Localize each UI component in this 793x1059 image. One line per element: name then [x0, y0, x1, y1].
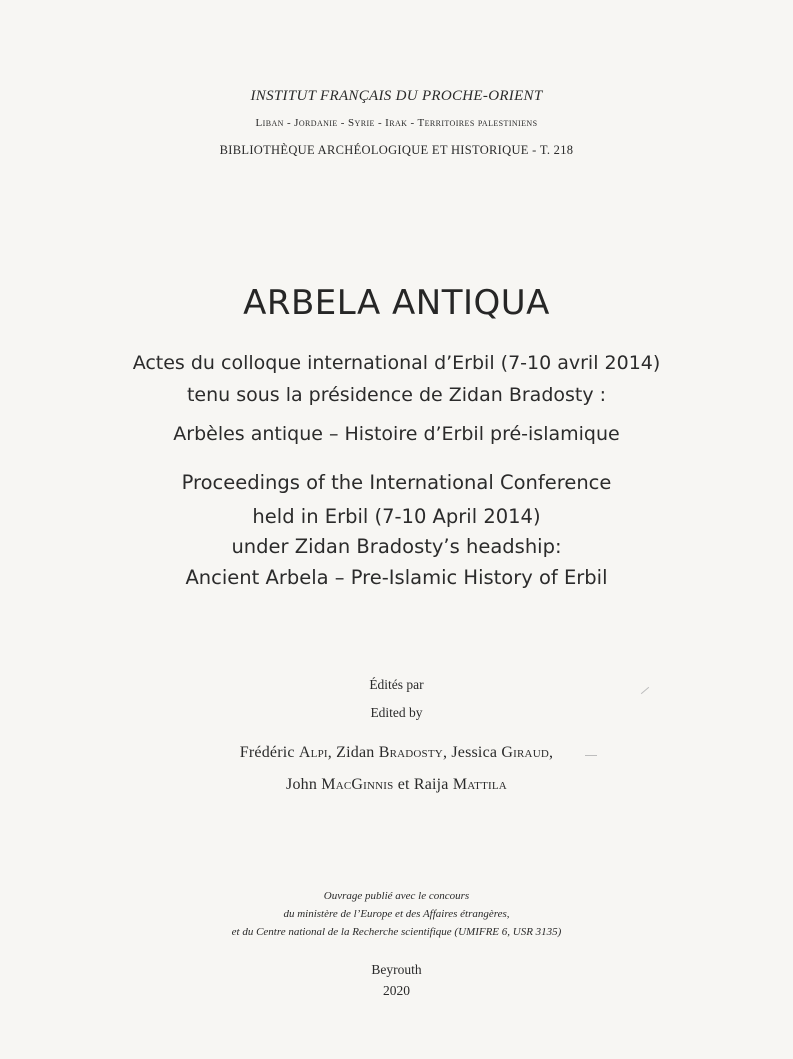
subtitle-fr-line-2: tenu sous la présidence de Zidan Bradosty :: [186, 384, 607, 406]
book-title: ARBELA ANTIQUA: [243, 283, 550, 323]
edited-by-en: Edited by: [370, 705, 423, 720]
editor-last-name: Giraud: [501, 744, 549, 761]
subtitle-en-line-1: Proceedings of the International Conference: [181, 471, 612, 494]
subtitle-en-line-4: Ancient Arbela – Pre-Islamic History of Erbil: [185, 566, 608, 589]
support-note-line-1: Ouvrage publié avec le concours: [323, 890, 470, 902]
editor-first-name: Jessica: [451, 744, 498, 761]
institute-name: INSTITUT FRANÇAIS DU PROCHE-ORIENT: [250, 88, 543, 104]
editor-first-name: John: [286, 776, 318, 793]
imprint-city: Beyrouth: [371, 962, 422, 977]
separator: ,: [442, 744, 448, 761]
imprint-year: 2020: [383, 983, 410, 998]
conjunction: et: [397, 776, 410, 793]
subtitle-en-line-3: under Zidan Bradosty’s headship:: [231, 535, 562, 558]
scan-mark: [585, 755, 597, 756]
separator: ,: [548, 744, 554, 761]
subtitle-fr-line-1: Actes du colloque international d’Erbil (7-10 avril 2014): [132, 352, 661, 374]
countries-line: Liban - Jordanie - Syrie - Irak - Territoires palestiniens: [255, 117, 538, 129]
editor-first-name: Raija: [413, 776, 449, 793]
edited-by-fr: Édités par: [369, 677, 424, 692]
editor-first-name: Zidan: [336, 744, 375, 761]
editor-last-name: MacGinnis: [321, 776, 394, 793]
subtitle-fr-line-3: Arbèles antique – Histoire d’Erbil pré-islamique: [173, 423, 620, 445]
editor-first-name: Frédéric: [239, 744, 295, 761]
support-note-line-2: du ministère de l’Europe et des Affaires étrangères,: [283, 908, 510, 920]
editors-line-1: [0, 744, 793, 762]
support-note-line-3: et du Centre national de la Recherche scientifique (UMIFRE 6, USR 3135): [231, 926, 562, 938]
series-line: BIBLIOTHÈQUE ARCHÉOLOGIQUE ET HISTORIQUE - T. 218: [219, 143, 574, 157]
editors-line-2: [0, 776, 793, 794]
separator: ,: [327, 744, 332, 761]
editor-last-name: Alpi: [298, 744, 328, 761]
subtitle-en-line-2: held in Erbil (7-10 April 2014): [252, 505, 541, 528]
editor-last-name: Mattila: [452, 776, 507, 793]
editor-last-name: Bradosty: [378, 744, 443, 761]
